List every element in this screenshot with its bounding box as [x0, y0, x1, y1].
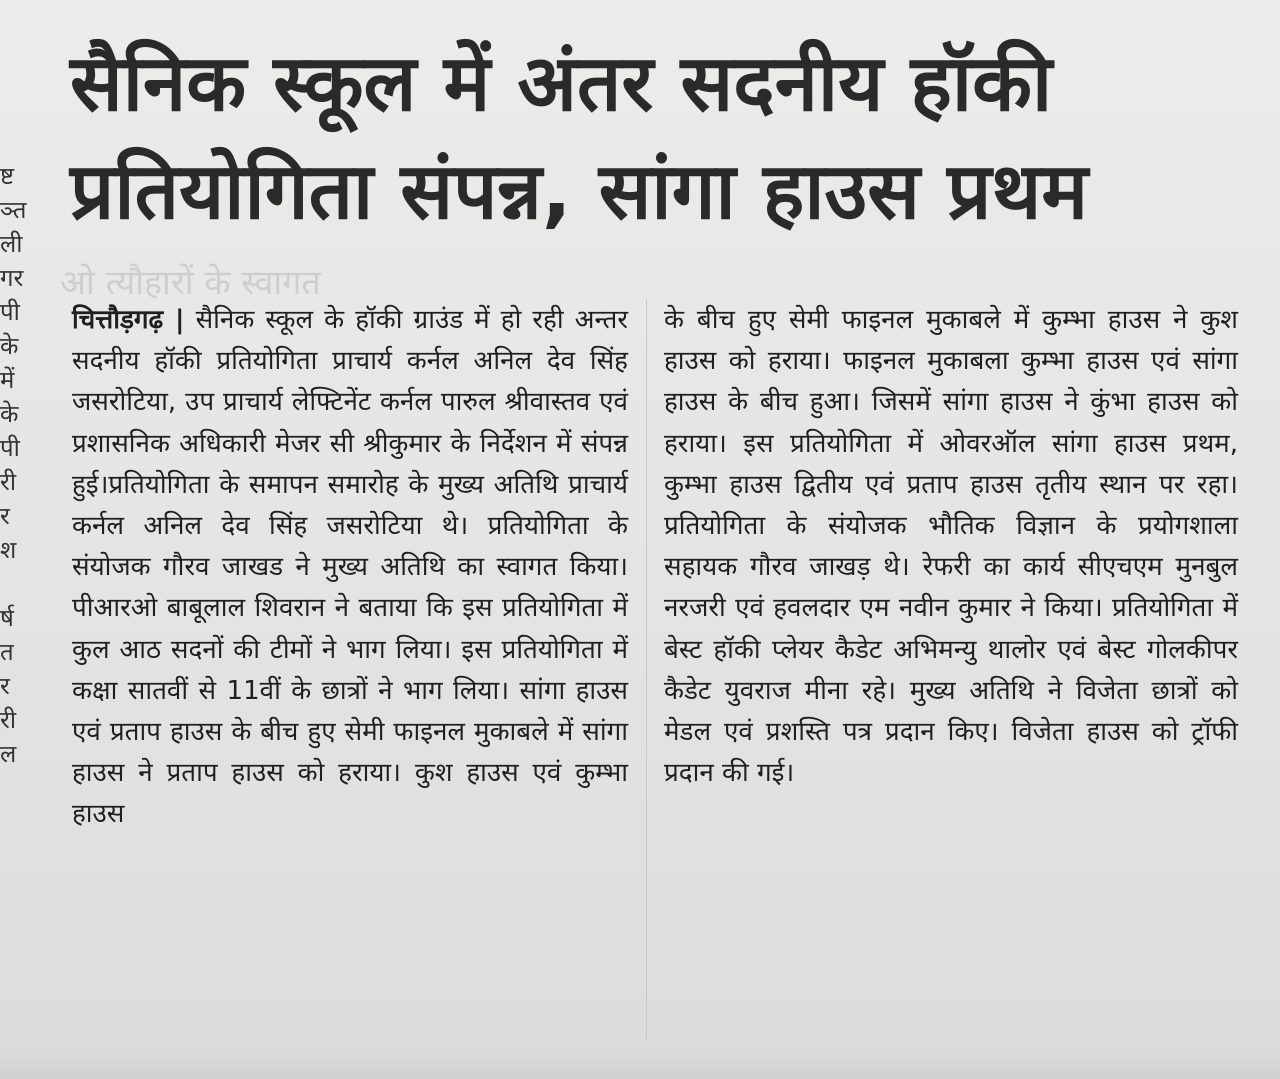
fragment: ञ्त — [0, 196, 27, 224]
page-edge-shadow — [0, 1045, 1280, 1079]
dateline: चित्तौड़गढ़ | — [72, 305, 185, 335]
fragment: पी — [0, 298, 20, 326]
headline — [70, 30, 1250, 246]
fragment: ली — [0, 230, 23, 258]
article-text-left: सैनिक स्कूल के हॉकी ग्राउंड में हो रही अन्तर सदनीय हॉकी प्रतियोगिता प्राचार्य कर्नल अनिल देव सिंह जसरोटिया, उप प्राचार्य लेफ्टिनेंट कर्नल पारुल श्रीवास्तव एवं प्रशासनिक अधिकारी मेजर सी श्रीकुमार के निर्देशन में संपन्न हुई।प्रतियोगिता के समापन समारोह के मुख्य अतिथि प्राचार्य कर्नल अनिल देव सिंह जसरोटिया थे। प्रतियोगिता के संयोजक गौरव जाखड ने मुख्य अतिथि का स्वागत किया। पीआरओ बाबूलाल शिवरान ने बताया कि इस प्रतियोगिता में कुल आठ सदनों की टीमों ने भाग लिया। इस प्रतियोगिता में कक्षा सातवीं से 11वीं के छात्रों ने भाग लिया। सांगा हाउस एवं प्रताप हाउस के बीच हुए सेमी फाइनल मुकाबले में सांगा हाउस ने प्रताप हाउस को हराया। कुश हाउस एवं कुम्भा हाउस — [72, 305, 629, 830]
fragment: र — [0, 672, 10, 700]
article-text-right: के बीच हुए सेमी फाइनल मुकाबले में कुम्भा हाउस ने कुश हाउस को हराया। फाइनल मुकाबला कुम्भा हाउस एवं सांगा हाउस के बीच हुआ। जिसमें सांगा हाउस ने कुंभा हाउस को हराया। इस प्रतियोगिता में ओवरऑल सांगा हाउस प्रथम, कुम्भा हाउस द्वितीय एवं प्रताप हाउस तृतीय स्थान पर रहा। प्रतियोगिता के संयोजक भौतिक विज्ञान के प्रयोगशाला सहायक गौरव जाखड़ थे। रेफरी का कार्य सीएचएम मुनबुल नरजरी एवं हवलदार एम नवीन कुमार ने किया। प्रतियोगिता में बेस्ट हॉकी प्लेयर कैडेट अभिमन्यु थालोर एवं बेस्ट गोलकीपर कैडेट युवराज मीना रहे। मुख्य अतिथि ने विजेता छात्रों को मेडल एवं प्रशस्ति पत्र प्रदान किए। विजेता हाउस को ट्रॉफी प्रदान की गई। — [664, 305, 1238, 789]
fragment: री — [0, 706, 17, 734]
article-column-right — [664, 300, 1238, 794]
column-divider — [646, 300, 647, 1040]
fragment: में — [0, 366, 15, 394]
fragment: के — [0, 400, 19, 428]
adjacent-column-fragments — [0, 160, 48, 980]
fragment: र — [0, 502, 10, 530]
headline-line-1: सैनिक स्कूल में अंतर सदनीय हॉकी — [70, 39, 1053, 129]
fragment: ष्ट — [0, 162, 15, 190]
fragment: श — [0, 536, 17, 564]
fragment: री — [0, 468, 17, 496]
fragment: के — [0, 332, 19, 360]
fragment: गर — [0, 264, 24, 292]
fragment: त — [0, 638, 14, 666]
headline-line-2: प्रतियोगिता संपन्न, सांगा हाउस प्रथम — [70, 147, 1089, 237]
article-column-left — [72, 300, 628, 836]
fragment: र्ष — [0, 604, 14, 632]
fragment — [0, 568, 48, 600]
fragment: ल — [0, 740, 17, 768]
fragment: पी — [0, 434, 20, 462]
article-paragraph-left — [72, 300, 628, 836]
bleed-through-text: ओ त्यौहारों के स्वागत — [60, 263, 321, 298]
